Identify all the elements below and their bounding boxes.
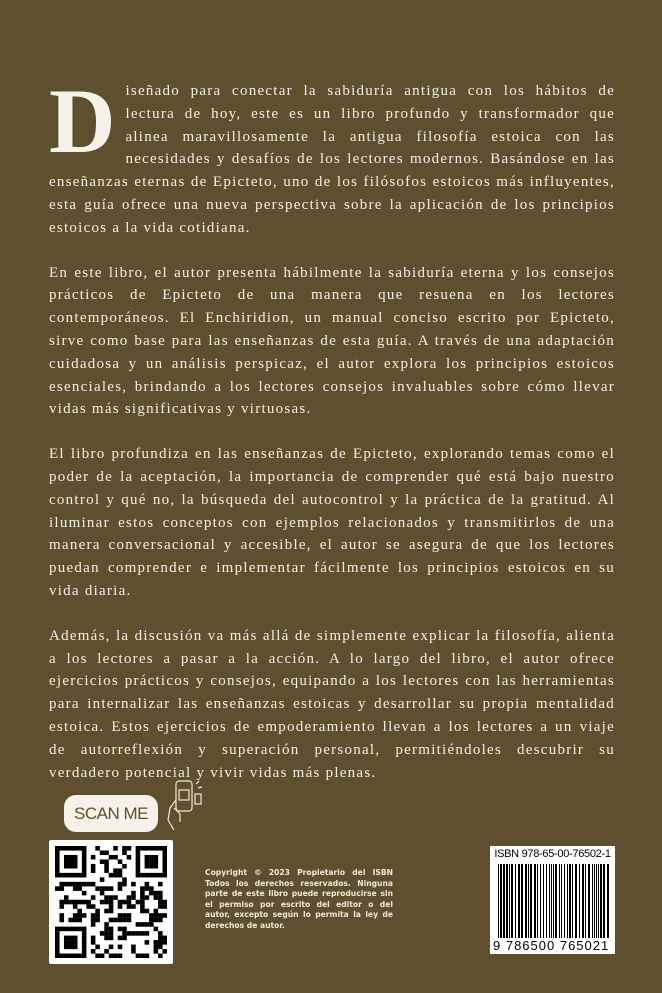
- isbn-label: ISBN 978-65-00-76502-1: [494, 848, 611, 860]
- paragraph-1-text: iseñado para conectar la sabiduría antigua con los hábitos de lectura de hoy, este es un libro profundo y transformador que alinea maravillosamente la antigua filosofía estoica con las necesidades y desafíos de los lectores modernos. Basándose en las enseñanzas eternas de Epicteto, uno de los filósofos estoicos más influyentes, esta guía ofrece una nueva perspectiva sobre la aplicación de los principios estoicos a la vida cotidiana.: [49, 83, 615, 236]
- paragraph-1: [49, 70, 615, 240]
- copyright-notice: Copyright © 2023 Propietario del ISBN Todos los derechos reservados. Ninguna parte de este libro puede reproducirse sin el permiso por escrito del editor o del autor, excepto según lo permita la ley de derechos de autor.: [205, 868, 393, 930]
- drop-cap: D: [49, 70, 116, 172]
- phone-scan-icon: [166, 778, 206, 841]
- qr-code[interactable]: [49, 840, 173, 964]
- scan-me-badge: SCAN ME: [64, 795, 158, 832]
- back-cover-description: [49, 70, 615, 806]
- paragraph-2: En este libro, el autor presenta hábilmente la sabiduría eterna y los consejos prácticos de Epicteto de una manera que resuena en los lectores contemporáneos. El Enchiridion, un manual conciso escrito por Epicteto, sirve como base para las enseñanzas de esta guía. A través de una adaptación cuidadosa y un análisis perspicaz, el autor explora los principios estoicos esenciales, brindando a los lectores consejos invaluables sobre cómo llevar vidas más significativas y virtuosas.: [49, 264, 615, 418]
- isbn-digits: 9 786500 765021: [493, 938, 610, 953]
- barcode-bars: [492, 864, 613, 946]
- paragraph-4: Además, la discusión va más allá de simplemente explicar la filosofía, alienta a los lectores a pasar a la acción. A lo largo del libro, el autor ofrece ejercicios prácticos y consejos, equipando a los lectores con las herramientas para internalizar las enseñanzas estoicas y desarrollar su propia mentalidad estoica. Estos ejercicios de empoderamiento llevan a los lectores a un viaje de autorreflexión y superación personal, permitiéndoles descubrir su verdadero potencial y vivir vidas más plenas.: [49, 627, 615, 781]
- paragraph-3: El libro profundiza en las enseñanzas de Epicteto, explorando temas como el poder de la aceptación, la importancia de comprender qué está bajo nuestro control y qué no, la búsqueda del autocontrol y la práctica de la gratitud. Al iluminar estos conceptos con ejemplos relacionados y transmitirlos de una manera conversacional y accesible, el autor se asegura de que los lectores puedan comprender e implementar fácilmente los principios estoicos en su vida diaria.: [49, 446, 615, 599]
- isbn-barcode: [490, 846, 615, 954]
